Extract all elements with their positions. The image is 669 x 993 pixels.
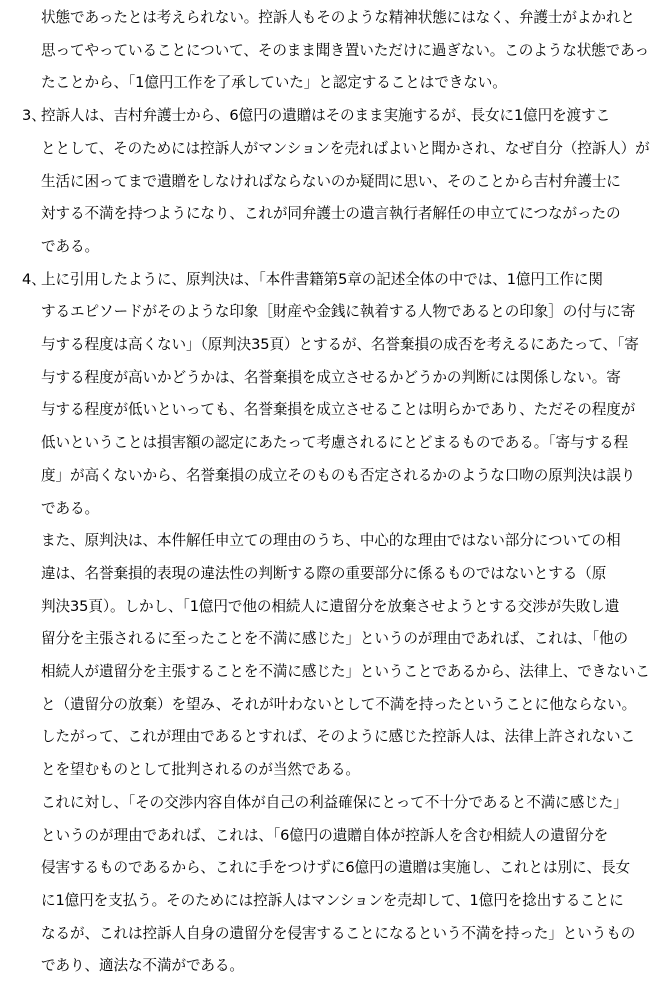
text-line: 度」が高くないから、名誉棄損の成立そのものも否定されるかのような口吻の原判決は誤り [41, 466, 636, 484]
text-line: ととして、そのためには控訴人がマンションを売ればよいと聞かされ、なぜ自分（控訴人）が [41, 139, 650, 157]
text-line: である。 [41, 237, 99, 255]
text-line: 対する不満を持つようになり、これが同弁護士の遺言執行者解任の申立てにつながったの [41, 205, 621, 223]
text-line: 違は、名誉棄損的表現の違法性の判断する際の重要部分に係るものではないとする（原 [41, 564, 607, 582]
paragraph-number: 3、 [22, 107, 46, 125]
text-line: 与する程度が低いといっても、名誉棄損を成立させることは明らかであり、ただその程度が [41, 401, 636, 419]
text-line: なるが、これは控訴人自身の遺留分を侵害することになるという不満を持った」というもの [41, 924, 636, 942]
text-line: たことから、「1億円工作を了承していた」と認定することはできない。 [41, 74, 507, 92]
text-line: 判決35頁）。しかし、「1億円で他の相続人に遺留分を放棄させようとする交渉が失敗し遺 [41, 597, 620, 615]
text-line: したがって、これが理由であるとすれば、そのように感じた控訴人は、法律上許されないこ [41, 728, 635, 746]
text-line: 侵害するものであるから、これに手をつけずに6億円の遺贈は実施し、これとは別に、長女 [41, 859, 630, 877]
text-line: 留分を主張されるに至ったことを不満に感じた」というのが理由であれば、これは、「他の [41, 630, 628, 648]
text-line: に1億円を支払う。そのためには控訴人はマンションを売却して、1億円を捻出することに [41, 891, 624, 909]
text-line: 状態であったとは考えられない。控訴人もそのような精神状態にはなく、弁護士がよかれと [41, 9, 635, 26]
text-line: と（遺留分の放棄）を望み、それが叶わないとして不満を持ったということに他ならない。 [41, 695, 637, 713]
text-line: 与する程度が高いかどうかは、名誉棄損を成立させるかどうかの判断には関係しない。寄 [41, 368, 621, 386]
text-line: 相続人が遺留分を主張することを不満に感じた」ということであるから、法律上、できないこ [41, 663, 650, 680]
text-line: 生活に困ってまで遺贈をしなければならないのか疑問に思い、そのことから吉村弁護士に [41, 172, 621, 190]
text-line: 控訴人は、吉村弁護士から、6億円の遺贈はそのまま実施するが、長女に1億円を渡すこ [41, 107, 611, 125]
text-line: 低いということは損害額の認定にあたって考慮されるにとどまるものである。「寄与する程 [41, 434, 628, 452]
text-line: また、原判決は、本件解任申立ての理由のうち、中心的な理由ではない部分についての相 [41, 532, 621, 550]
text-line: 与する程度は高くない」（原判決35頁）とするが、名誉棄損の成否を考えるにあたって、「寄 [41, 336, 639, 353]
text-line: とを望むものとして批判されるのが当然である。 [41, 761, 360, 779]
text-line: するエピソードがそのような印象［財産や金銭に執着する人物であるとの印象］の付与に寄 [41, 303, 636, 321]
text-line: であり、適法な不満がである。 [41, 957, 244, 975]
text-line: 上に引用したように、原判決は、「本件書籍第5章の記述全体の中では、1億円工作に関 [41, 270, 603, 288]
paragraph-number: 4、 [22, 270, 46, 288]
text-line: これに対し、「その交渉内容自体が自己の利益確保にとって不十分であると不満に感じた」 [41, 793, 628, 811]
text-line: である。 [41, 499, 99, 517]
text-line: というのが理由であれば、これは、「6億円の遺贈自体が控訴人を含む相続人の遺留分を [41, 826, 609, 844]
text-line: 思ってやっていることについて、そのまま聞き置いただけに過ぎない。このような状態であっ [41, 41, 650, 59]
